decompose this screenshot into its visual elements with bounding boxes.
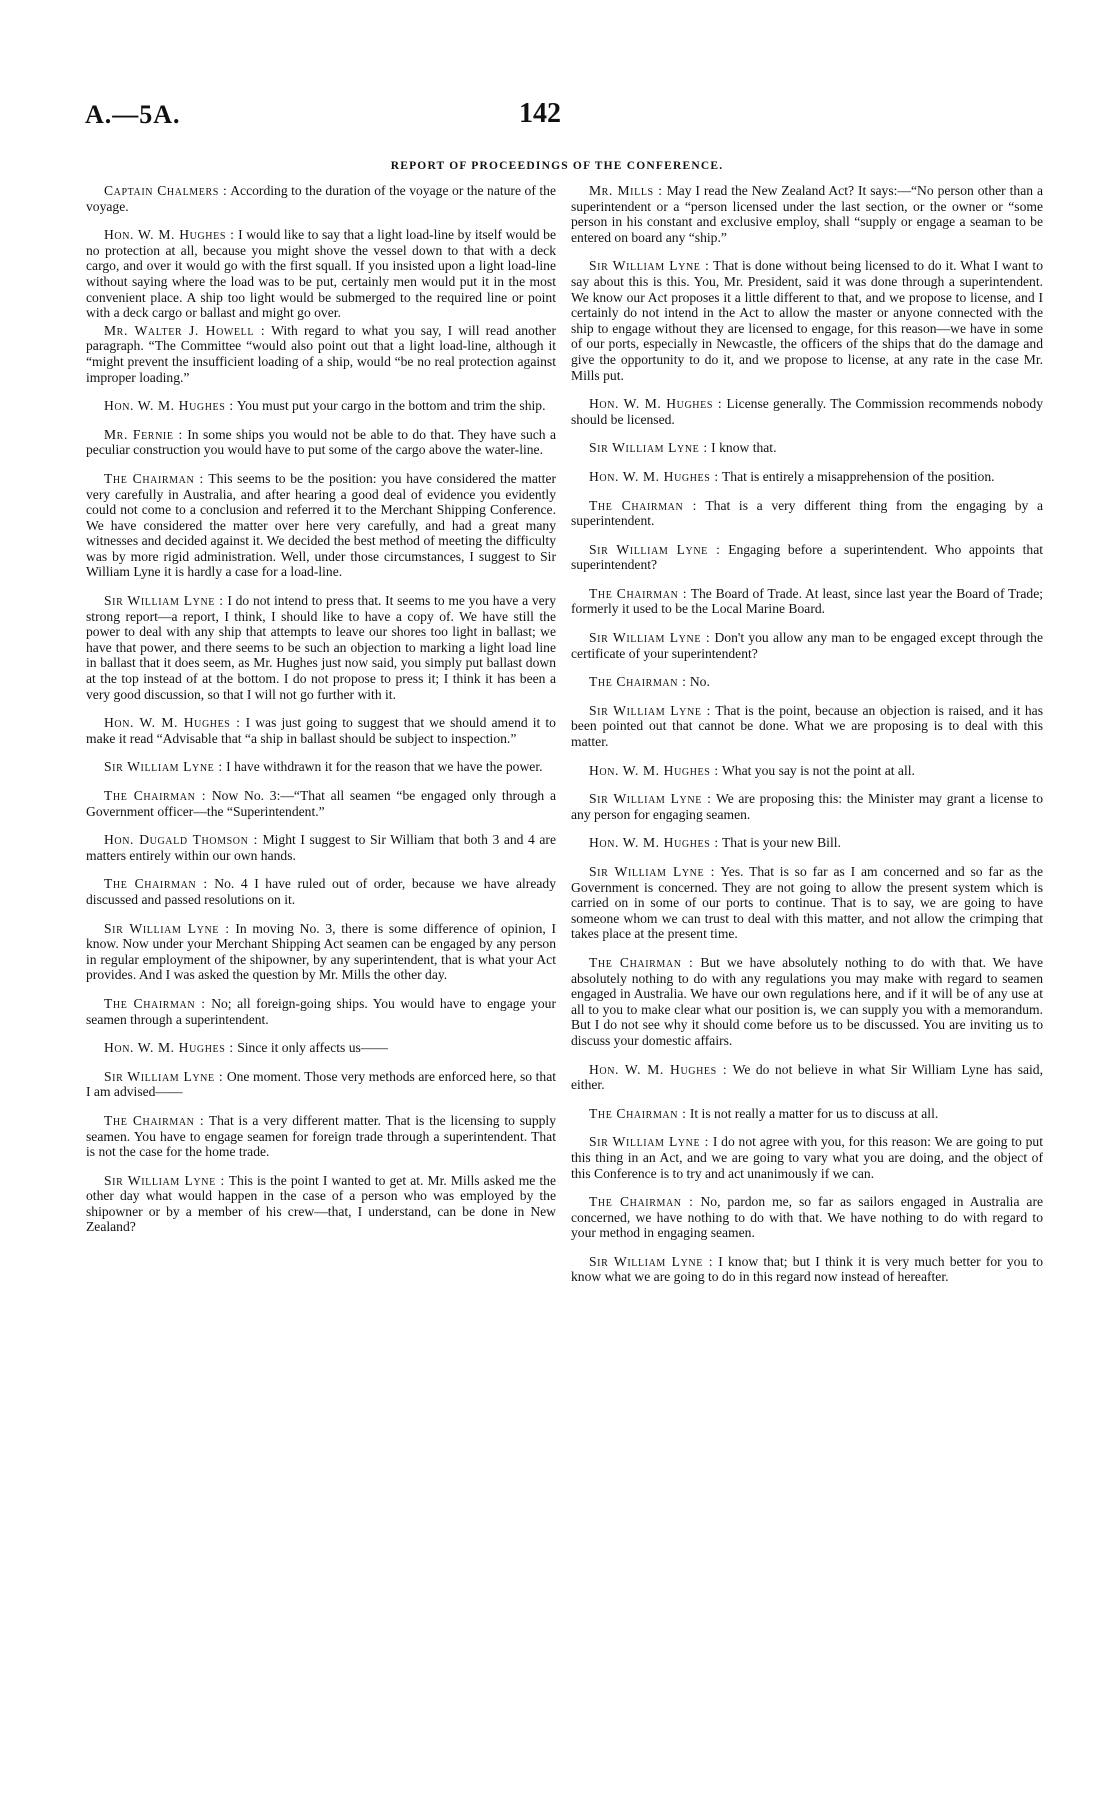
speech-text: That is done without being licensed to do it. What I want to say about this is this. You, Mr. President, said it was done through a superintendent. We know our Act proposes it a little different to that, and we propose to license, and I certainly do not intend in the Act to allow the master or anyone connected with the ship to engage without they are licensed to engage, for this reason—we have in some of our ports, especially in Newcastle, the officers of the ships that do the damage and give the opportunity to do it, and we propose to license, at any rate in the case Mr. Mills put. [571, 258, 1044, 383]
speaker-name: Hon. W. M. Hughes : [589, 1061, 728, 1077]
speech-paragraph [86, 1040, 556, 1056]
speaker-name: The Chairman : [589, 1105, 687, 1121]
speech-paragraph [86, 471, 556, 580]
speech-paragraph [571, 258, 1043, 383]
page-number: 142 [519, 98, 561, 129]
speech-paragraph [571, 791, 1043, 822]
speech-paragraph [86, 832, 556, 863]
speech-paragraph [571, 1106, 1043, 1122]
speech-paragraph [571, 703, 1043, 750]
speech-paragraph [571, 542, 1043, 573]
speaker-name: Captain Chalmers : [104, 183, 228, 198]
speech-text: That is the point, because an objection is raised, and it has been pointed out that cannot be done. What we are proposing is to deal with this matter. [571, 702, 1044, 750]
speech-text: That is a very different thing from the engaging by a superintendent. [571, 497, 1043, 529]
speech-text: Don't you allow any man to be engaged except through the certificate of your superintendent? [571, 630, 1043, 661]
speech-paragraph [86, 996, 556, 1027]
speaker-name: The Chairman : [104, 995, 206, 1011]
speech-paragraph [571, 1254, 1043, 1285]
speaker-name: Sir William Lyne : [589, 864, 716, 879]
speaker-name: The Chairman : [104, 876, 208, 892]
speech-text: That is a very different matter. That is the licensing to supply seamen. You have to engage seamen for foreign trade through a superintendent. That is not the case for the home trade. [86, 1112, 556, 1160]
speech-paragraph [571, 586, 1043, 617]
speech-text: Since it only affects us—— [237, 1040, 388, 1056]
speaker-name: Sir William Lyne : [589, 1253, 714, 1269]
speaker-name: The Chairman : [104, 788, 207, 803]
speech-paragraph [86, 593, 556, 702]
speech-paragraph [571, 1194, 1043, 1241]
speech-text: Engaging before a superintendent. Who appoints that superintendent? [571, 541, 1043, 573]
speech-paragraph [86, 788, 556, 819]
speech-text: According to the duration of the voyage or the nature of the voyage. [86, 183, 556, 214]
speaker-name: The Chairman : [589, 1194, 694, 1210]
speech-text: I know that. [711, 440, 777, 456]
speech-text: You must put your cargo in the bottom and trim the ship. [236, 398, 546, 414]
speaker-name: Sir William Lyne : [104, 920, 230, 936]
speaker-name: Hon. W. M. Hughes : [104, 715, 241, 731]
speech-text: This is the point I wanted to get at. Mr. Mills asked me the other day what would happen in the case of a person who was employed by the shipowner or by a member of his crew—that, I understand, can be done in New Zealand? [86, 1172, 557, 1235]
speech-text: With regard to what you say, I will read another paragraph. “The Committee “would also point out that a light load-line, although it “might prevent the insufficient loading of a ship, would “be no real protection against improper loading.” [86, 322, 556, 385]
speech-paragraph [571, 674, 1043, 690]
right-column [571, 183, 1043, 1298]
left-column [86, 183, 556, 1248]
speech-text: We do not believe in what Sir William Lyne has said, either. [571, 1061, 1043, 1093]
speech-text: I know that; but I think it is very much better for you to know what we are going to do in this regard now instead of hereafter. [571, 1253, 1044, 1285]
speech-text: I do not intend to press that. It seems to me you have a very strong report—a report, I think, I should like to have a copy of. We have still the power to deal with any ship that attempts to leave our shores too light in ballast; we have that power, and there seems to be such an objection to marking a light load line in ballast that it does seem, as Mr. Hughes just now said, you simply put ballast down at the top instead of at the bottom. I do not propose to press it; I think it has been a very good discussion, so that I will not go further with it. [86, 593, 556, 702]
speech-text: No, pardon me, so far as sailors engaged in Australia are concerned, we have nothing to do with that. We have nothing to do with regard to your method in engaging seamen. [571, 1194, 1044, 1241]
speaker-name: The Chairman : [104, 470, 204, 486]
speaker-name: Sir William Lyne : [589, 791, 712, 807]
speech-text: I would like to say that a light load-line by itself would be no protection at all, because you might shove the vessel down to that with a deck cargo, and over it would go with the first squall. If you insisted upon a light load-line without saying where the load was to be put, certainly men would put it in the most convenient place. A ship too light would be submerged to the required line or point with a deck cargo or ballast and might go over. [86, 227, 556, 321]
speech-paragraph [571, 396, 1043, 427]
speaker-name: Sir William Lyne : [589, 440, 708, 456]
speaker-name: Hon. Dugald Thomson : [104, 832, 258, 848]
speech-paragraph [86, 715, 556, 746]
speech-text: In some ships you would not be able to do that. They have such a peculiar construction you would have to put some of the cargo above the water-line. [86, 426, 556, 458]
speaker-name: Hon. W. M. Hughes : [589, 396, 723, 412]
speech-text: May I read the New Zealand Act? It says:—“No person other than a superintendent or a “person licensed under the last section, or the owner or “some person in his constant and exclusive employ, shall “supply or engage a seaman to be entered on board any “ship.” [571, 183, 1044, 245]
speech-text: Now No. 3:—“That all seamen “be engaged only through a Government officer—the “Superintendent.” [86, 788, 556, 819]
speech-paragraph [86, 759, 556, 775]
speaker-name: The Chairman : [589, 674, 687, 690]
speech-text: I have withdrawn it for the reason that we have the power. [226, 759, 543, 775]
speech-paragraph [571, 630, 1043, 661]
speech-paragraph [571, 1134, 1043, 1181]
speech-paragraph [86, 427, 556, 458]
speaker-name: Sir William Lyne : [589, 258, 710, 274]
speaker-name: Hon. W. M. Hughes : [104, 227, 235, 243]
speech-paragraph [86, 1069, 556, 1100]
speech-text: No. [689, 674, 710, 690]
speaker-name: Sir William Lyne : [104, 759, 223, 775]
speaker-name: Sir William Lyne : [104, 593, 224, 609]
speaker-name: The Chairman : [589, 954, 694, 970]
speaker-name: Sir William Lyne : [589, 541, 721, 557]
speech-text: One moment. Those very methods are enforced here, so that I am advised—— [86, 1068, 557, 1100]
speech-text: It is not really a matter for us to discuss at all. [689, 1105, 939, 1121]
speech-paragraph [86, 1113, 556, 1160]
speech-text: That is your new Bill. [721, 835, 841, 851]
speech-text: No. 4 I have ruled out of order, because we have already discussed and passed resolutions on it. [86, 876, 556, 907]
speaker-name: Sir William Lyne : [104, 1068, 224, 1084]
speech-paragraph [86, 921, 556, 983]
speaker-name: The Chairman : [589, 497, 697, 513]
speech-paragraph [571, 1062, 1043, 1093]
speaker-name: Sir William Lyne : [104, 1172, 225, 1188]
speech-paragraph [86, 876, 556, 907]
speech-text: The Board of Trade. At least, since last year the Board of Trade; formerly it used to be the Local Marine Board. [571, 585, 1044, 617]
document-reference: A.—5A. [85, 100, 181, 129]
speech-paragraph [571, 835, 1043, 851]
speech-text: I was just going to suggest that we should amend it to make it read “Advisable that “a ship in ballast should be subject to inspection.” [86, 715, 556, 746]
speech-paragraph [571, 864, 1043, 942]
speech-text: License generally. The Commission recommends nobody should be licensed. [571, 396, 1043, 427]
speech-text: But we have absolutely nothing to do with that. We have absolutely nothing to do with any regulations you may make with regard to seamen engaged in Australia. We have our own regulations here, and if it will be of any use at all to you to make clear what our position is, we can supply you with a memorandum. But I do not see why it should come before us to be discussed. You are inviting us to discuss your domestic affairs. [571, 954, 1044, 1048]
speaker-name: Sir William Lyne : [589, 702, 711, 718]
speech-paragraph [571, 183, 1043, 245]
speech-paragraph [86, 183, 556, 214]
speech-text: I do not agree with you, for this reason: We are going to put this thing in an Act, and we are going to vary what you are doing, and the object of this Conference is to try and act unanimously if we can. [571, 1134, 1043, 1181]
speaker-name: Sir William Lyne : [589, 1134, 709, 1150]
speaker-name: Hon. W. M. Hughes : [104, 1040, 234, 1056]
speaker-name: Mr. Mills : [589, 183, 663, 198]
speech-paragraph [571, 469, 1043, 485]
speech-text: We are proposing this: the Minister may grant a license to any person for engaging seamen. [571, 791, 1043, 822]
speaker-name: The Chairman : [589, 585, 688, 601]
speech-paragraph [571, 955, 1043, 1049]
speech-paragraph [86, 323, 556, 385]
speech-paragraph [86, 398, 556, 414]
speech-paragraph [86, 227, 556, 321]
speech-paragraph [571, 498, 1043, 529]
running-title: REPORT OF PROCEEDINGS OF THE CONFERENCE. [390, 160, 724, 172]
speaker-name: The Chairman : [104, 1112, 205, 1128]
speech-paragraph [571, 440, 1043, 456]
speaker-name: Hon. W. M. Hughes : [589, 468, 719, 484]
speech-text: Yes. That is so far as I am concerned and so far as the Government is concerned. They are not going to allow the present system which is carried on in some of our ports to continue. That is to say, we are going to have someone whom we can trust to deal with this matter, and not allow the crimping that takes place at the present time. [571, 864, 1043, 942]
speech-text: That is entirely a misapprehension of the position. [721, 468, 995, 484]
speaker-name: Hon. W. M. Hughes : [104, 398, 234, 414]
speech-text: Might I suggest to Sir William that both 3 and 4 are matters entirely within our own hands. [86, 832, 556, 863]
speech-paragraph [86, 1173, 556, 1235]
speaker-name: Mr. Fernie : [104, 426, 183, 442]
speaker-name: Hon. W. M. Hughes : [589, 762, 719, 778]
speaker-name: Hon. W. M. Hughes : [589, 835, 719, 851]
speech-text: This seems to be the position: you have considered the matter very carefully in Australia, and after hearing a good deal of evidence you evidently could not come to a conclusion and referred it to the Merchant Shipping Conference. We have considered the matter over here very carefully, and had a great many witnesses and decided against it. We decided the best method of meeting the difficulty was by more rigid administration. Well, under those circumstances, I suggest to Sir William Lyne it is hardly a case for a load-line. [86, 470, 557, 580]
speaker-name: Sir William Lyne : [589, 630, 711, 646]
speaker-name: Mr. Walter J. Howell : [104, 322, 266, 338]
speech-text: What you say is not the point at all. [721, 762, 915, 778]
speech-text: No; all foreign-going ships. You would have to engage your seamen through a superintendent. [86, 995, 556, 1027]
speech-text: In moving No. 3, there is some difference of opinion, I know. Now under your Merchant Shipping Act seamen can be engaged by any person in regular employment of the shipowner, by any superintendent, that is what your Act provides. And I was asked the question by Mr. Mills the other day. [86, 920, 556, 983]
speech-paragraph [571, 763, 1043, 779]
